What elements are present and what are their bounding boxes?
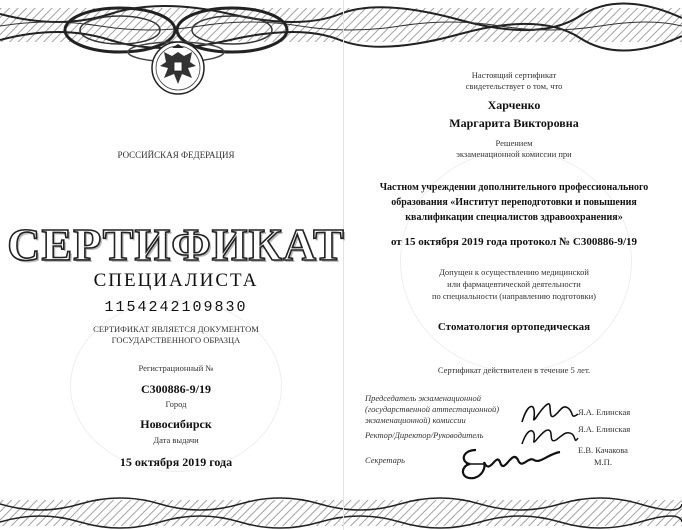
admit-line2: или фармацевтической деятельности	[447, 279, 581, 289]
decision-line2: экзаменационной комиссии при	[456, 149, 572, 159]
city-value: Новосибирск	[140, 417, 212, 431]
secretary-signature-icon	[456, 442, 566, 484]
country-label: РОССИЙСКАЯ ФЕДЕРАЦИЯ	[117, 150, 235, 160]
stamp-label: М.П.	[594, 457, 612, 467]
secretary-label: Секретарь	[365, 455, 405, 465]
rector-label: Ректор/Директор/Руководитель	[365, 430, 484, 440]
certificate-number: 1154242109830	[104, 299, 248, 316]
intro-line1: Настоящий сертификат	[471, 70, 557, 80]
holder-surname: Харченко	[487, 98, 541, 112]
top-ornament-band	[0, 0, 682, 62]
date-label: Дата выдачи	[153, 435, 199, 445]
decision-line1: Решением	[495, 138, 533, 148]
admit-line3: по специальности (направлению подготовки)	[431, 291, 597, 301]
certificate-title: СЕРТИФИКАТ	[7, 219, 345, 270]
org-line1: Частном учреждении дополнительного профессионального	[379, 182, 649, 193]
issue-date: 15 октября 2019 года	[119, 455, 233, 469]
chair-line2: (государственной аттестационной)	[365, 404, 500, 414]
secretary-name: Е.В. Качакова	[578, 445, 628, 455]
chair-line3: экзаменационной) комиссии	[365, 415, 466, 425]
chair-line1: Председатель экзаменационной	[365, 393, 481, 403]
holder-given-names: Маргарита Викторовна	[449, 116, 579, 130]
admit-line1: Допущен к осуществлению медицинской	[439, 267, 589, 277]
specialty: Стоматология ортопедическая	[437, 321, 591, 333]
rector-name: Я.А. Елинская	[578, 424, 631, 434]
chair-name: Я.А. Елинская	[578, 407, 631, 417]
reg-label: Регистрационный №	[138, 363, 214, 373]
doc-note-line2: ГОСУДАРСТВЕННОГО ОБРАЗЦА	[111, 335, 241, 345]
certificate-subtitle: СПЕЦИАЛИСТА	[93, 270, 259, 291]
double-headed-eagle-icon	[150, 38, 206, 96]
org-line3: квалификации специалистов здравоохранения»	[405, 212, 623, 223]
intro-line2: свидетельствует о том, что	[465, 81, 563, 91]
doc-note-line1: СЕРТИФИКАТ ЯВЛЯЕТСЯ ДОКУМЕНТОМ	[93, 324, 259, 334]
protocol-line: от 15 октября 2019 года протокол № С300886-9/19	[390, 236, 638, 248]
reg-number: С300886-9/19	[141, 382, 211, 396]
validity-note: Сертификат действителен в течение 5 лет.	[437, 365, 591, 375]
org-line2: образования «Институт переподготовки и повышения	[391, 197, 637, 208]
bottom-ornament-band	[0, 494, 682, 530]
city-label: Город	[165, 399, 187, 409]
